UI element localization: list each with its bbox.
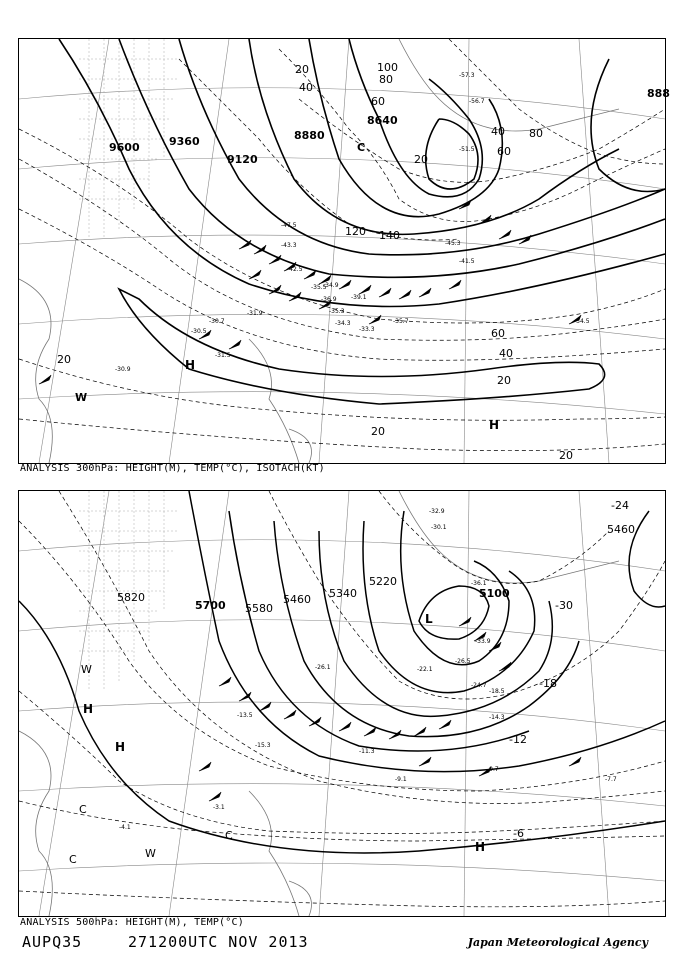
analysis-500hpa-map	[18, 490, 666, 917]
temp-label: -47.5	[281, 222, 297, 229]
temp-label: -26.1	[315, 664, 331, 671]
height-label: 5580	[245, 602, 273, 615]
temp-label: -35.7	[393, 318, 409, 325]
map-500hpa	[19, 491, 665, 916]
temp-contour-labels	[509, 499, 629, 840]
temp-label: -3.1	[213, 804, 225, 811]
temp-contour-label: -12	[509, 733, 527, 746]
map-300hpa	[19, 39, 670, 463]
temp-label: -34.3	[335, 320, 351, 327]
cold-center: C	[79, 803, 87, 816]
temp-label: -15.3	[255, 742, 271, 749]
height-label: 888	[647, 87, 670, 100]
height-label: 9120	[227, 153, 258, 166]
height-label: 9360	[169, 135, 200, 148]
pressure-centers	[69, 612, 485, 866]
isotach-label: 20	[414, 153, 428, 166]
isotach-label: 80	[529, 127, 543, 140]
temp-label: -35.5	[311, 284, 327, 291]
cold-center: C	[225, 829, 233, 842]
high-pressure-center: H	[475, 840, 486, 854]
temp-label: -22.1	[417, 666, 433, 673]
temp-label: -30.9	[115, 366, 131, 373]
temp-contour-label: -24	[611, 499, 629, 512]
chart-id: AUPQ35	[22, 933, 83, 951]
isotach-labels	[57, 61, 573, 462]
isotach-label: 20	[295, 63, 309, 76]
temp-label: -13.5	[237, 712, 253, 719]
temp-label: -30.1	[431, 524, 447, 531]
isotach-label: 20	[497, 374, 511, 387]
height-label: 8880	[294, 129, 325, 142]
coastline	[19, 39, 619, 463]
temp-label: -51.5	[459, 146, 475, 153]
height-label: 5820	[117, 591, 145, 604]
height-label: 5100	[479, 587, 510, 600]
low-pressure-center: L	[425, 612, 433, 626]
isotherms	[19, 491, 665, 907]
height-label: 5340	[329, 587, 357, 600]
isotach-label: 60	[491, 327, 505, 340]
temp-label: -33.3	[359, 326, 375, 333]
isotach-label: 140	[379, 229, 400, 242]
temp-label: -33.9	[475, 638, 491, 645]
high-pressure-center: H	[115, 740, 126, 754]
temp-label: -36.9	[321, 296, 337, 303]
temp-label: -30.5	[191, 328, 207, 335]
temp-label: -36.1	[471, 580, 487, 587]
top-panel-caption: ANALYSIS 300hPa: HEIGHT(M), TEMP(°C), ISOTACH(KT)	[20, 463, 325, 474]
cold-center: C	[357, 141, 366, 154]
temp-label: -7.7	[605, 776, 617, 783]
agency-name: Japan Meteorological Agency	[467, 936, 648, 949]
isotach-label: 40	[499, 347, 513, 360]
temp-contour-label: -6	[513, 827, 524, 840]
isotach-label: 60	[497, 145, 511, 158]
temp-label: -14.3	[489, 714, 505, 721]
temp-label: -35.3	[329, 308, 345, 315]
warm-center: W	[81, 663, 92, 676]
height-label: 5220	[369, 575, 397, 588]
temp-label: -26.5	[455, 658, 471, 665]
isotach-label: 20	[371, 425, 385, 438]
height-label: 5460	[607, 523, 635, 536]
temp-label: -31.9	[247, 310, 263, 317]
temp-label: -39.1	[351, 294, 367, 301]
temp-label: -45.3	[445, 240, 461, 247]
warm-center: W	[145, 847, 156, 860]
cold-center: C	[69, 853, 77, 866]
height-label: 5700	[195, 599, 226, 612]
height-label: 9600	[109, 141, 140, 154]
temp-label: -9.1	[395, 776, 407, 783]
height-contours	[19, 491, 665, 853]
isotach-label: 40	[299, 81, 313, 94]
temperature-labels	[119, 508, 617, 831]
height-contours	[59, 39, 665, 404]
isotach-label: 20	[559, 449, 573, 462]
height-label: 8640	[367, 114, 398, 127]
bottom-panel-caption: ANALYSIS 500hPa: HEIGHT(M), TEMP(°C)	[20, 917, 244, 928]
temp-label: -34.9	[323, 282, 339, 289]
temp-label: -34.5	[574, 318, 590, 325]
height-label: 5460	[283, 593, 311, 606]
high-pressure-center: H	[489, 418, 500, 432]
temp-label: -31.5	[215, 352, 231, 359]
isotherm-isotach-lines	[19, 39, 665, 451]
temp-label: -56.7	[469, 98, 485, 105]
temp-label: -18.5	[489, 688, 505, 695]
temperature-labels	[115, 72, 590, 373]
temp-label: -43.3	[281, 242, 297, 249]
isotach-label: 60	[371, 95, 385, 108]
warm-center: W	[75, 391, 88, 404]
height-labels	[109, 87, 670, 166]
analysis-300hpa-map	[18, 38, 670, 464]
isotach-label: 80	[379, 73, 393, 86]
temp-label: -42.5	[287, 266, 303, 273]
isotach-label: 40	[491, 125, 505, 138]
temp-contour-label: -30	[555, 599, 573, 612]
temp-label: -30.7	[209, 318, 225, 325]
isotach-label: 120	[345, 225, 366, 238]
valid-time: 271200UTC NOV 2013	[128, 933, 309, 951]
temp-label: -9.7	[487, 766, 499, 773]
temp-label: -24.7	[471, 682, 487, 689]
isotach-label: 20	[57, 353, 71, 366]
temp-label: -11.3	[359, 748, 375, 755]
high-pressure-center: H	[185, 358, 196, 372]
hatch-region	[79, 39, 179, 239]
temp-label: -57.3	[459, 72, 475, 79]
temp-contour-label: -18	[539, 677, 557, 690]
high-pressure-center: H	[83, 702, 94, 716]
temp-label: -41.5	[459, 258, 475, 265]
isotach-label: 100	[377, 61, 398, 74]
temp-label: -32.9	[429, 508, 445, 515]
temp-label: -4.1	[119, 824, 131, 831]
